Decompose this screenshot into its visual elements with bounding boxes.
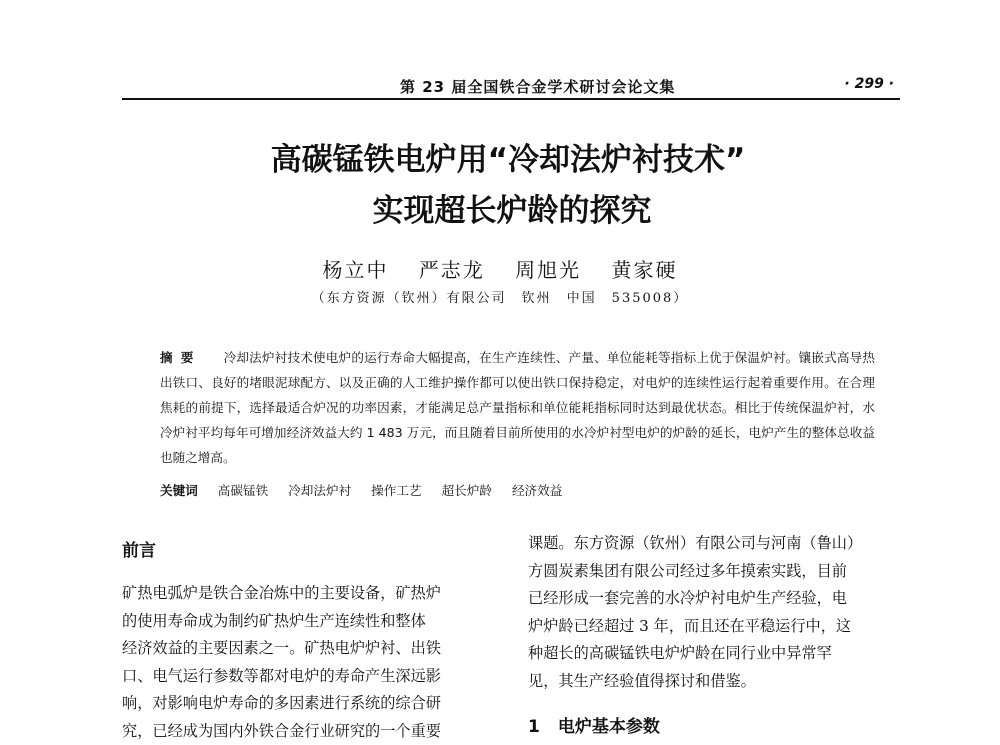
journal-title: 第 23 届全国铁合金学术研讨会论文集 <box>400 76 675 97</box>
body-line: 响，对影响电炉寿命的多因素进行系统的综合研 <box>122 690 498 718</box>
keywords-label: 关键词 <box>160 483 198 498</box>
section-heading-preface: 前言 <box>122 536 156 561</box>
keyword: 超长炉龄 <box>442 483 492 498</box>
page-number: · 299 · <box>844 76 894 92</box>
body-line: 炉炉龄已经超过 3 年，而且还在平稳运行中，这 <box>528 613 904 641</box>
author: 杨立中 <box>322 258 388 282</box>
abstract <box>160 345 875 470</box>
body-line: 方圆炭素集团有限公司经过多年摸索实践，目前 <box>528 558 904 586</box>
section-title: 电炉基本参数 <box>558 717 660 737</box>
body-line: 究，已经成为国内外铁合金行业研究的一个重要 <box>122 718 498 745</box>
section-number: 1 <box>528 717 540 737</box>
paper-title-line-2: 实现超长炉龄的探究 <box>12 185 1000 230</box>
author: 周旭光 <box>515 258 581 282</box>
body-column-right <box>528 530 904 695</box>
body-line: 口、电气运行参数等都对电炉的寿命产生深远影 <box>122 663 498 691</box>
abstract-text: 冷却法炉衬技术使电炉的运行寿命大幅提高，在生产连续性、产量、单位能耗等指标上优于保温炉衬。镶嵌式高导热出铁口、良好的堵眼泥球配方、以及正确的人工维护操作都可以使出铁口保持稳定，对电炉的连续性运行起着重要作用。在合理焦耗的前提下，选择最适合炉况的功率因素，才能满足总产量指标和单位能耗指标同时达到最优状态。相比于传统保温炉衬，水冷炉衬平均每年可增加经济效益大约 1 483 万元，而且随着目前所使用的水冷炉衬型电炉的炉龄的延长，电炉产生的整体总收益也随之增高。 <box>160 350 875 465</box>
running-header <box>122 76 900 100</box>
affiliation: （东方资源（钦州）有限公司 钦州 中国 535008） <box>0 287 1000 306</box>
section-heading-1 <box>528 712 660 737</box>
body-line: 已经形成一套完善的水冷炉衬电炉生产经验，电 <box>528 585 904 613</box>
keyword: 高碳锰铁 <box>218 483 268 498</box>
author: 严志龙 <box>419 258 485 282</box>
abstract-label: 摘要 <box>160 350 202 365</box>
author: 黄家硬 <box>612 258 678 282</box>
keywords <box>160 480 875 499</box>
body-column-left <box>122 580 498 745</box>
keyword: 经济效益 <box>512 483 562 498</box>
keyword: 操作工艺 <box>371 483 421 498</box>
body-line: 的使用寿命成为制约矿热炉生产连续性和整体 <box>122 608 498 636</box>
paper-title-line-1: 高碳锰铁电炉用“冷却法炉衬技术” <box>8 134 1000 179</box>
body-line: 课题。东方资源（钦州）有限公司与河南（鲁山） <box>528 530 904 558</box>
keyword: 冷却法炉衬 <box>288 483 351 498</box>
author-list <box>0 254 1000 283</box>
body-line: 种超长的高碳锰铁电炉炉龄在同行业中异常罕 <box>528 640 904 668</box>
body-line: 见，其生产经验值得探讨和借鉴。 <box>528 668 904 696</box>
body-line: 矿热电弧炉是铁合金冶炼中的主要设备，矿热炉 <box>122 580 498 608</box>
body-line: 经济效益的主要因素之一。矿热电炉炉衬、出铁 <box>122 635 498 663</box>
